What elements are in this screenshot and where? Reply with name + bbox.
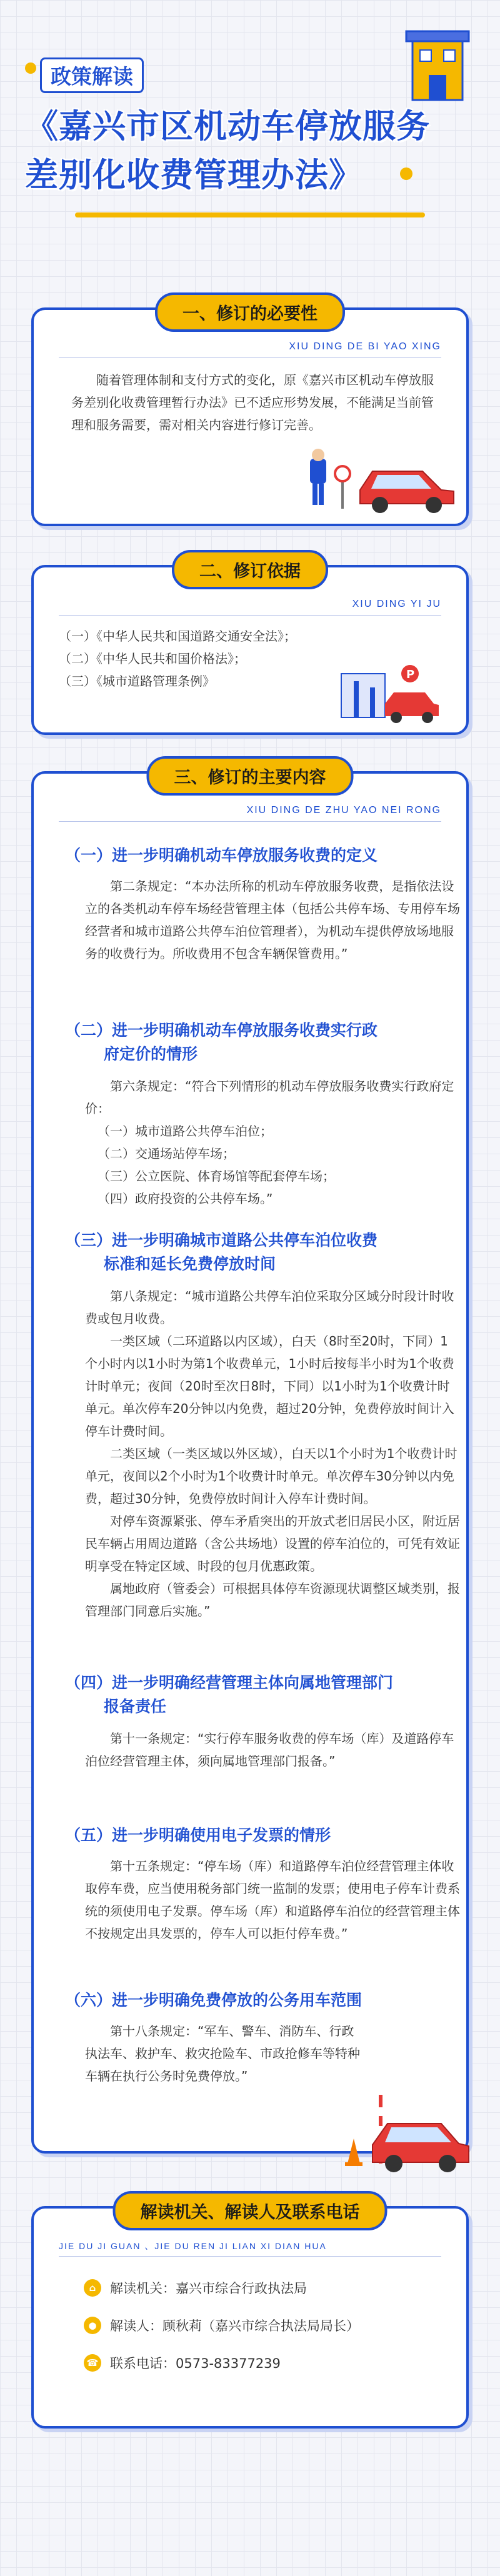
list-item: （三）公立医院、体育场馆等配套停车场；	[98, 1169, 335, 1184]
section-body-definition: 第二条规定：“本办法所称的机动车停放服务收费，是指依法设立的各类机动车停车场经营管理主体（包括公共停车场、专用停车场经营者和城市道路公共停车泊位管理者），为机动车提供停放场地服务的收费行为。所收费用不包含车辆保管费用。”	[85, 879, 460, 961]
car-traffic-illustration	[304, 446, 460, 515]
card-body: 随着管理体制和支付方式的变化，原《嘉兴市区机动车停放服务差别化收费管理暂行办法》已不适应形势发展，不能满足当前管理和服务需要，需对相关内容进行修订完善。	[71, 372, 434, 432]
header-underline	[75, 212, 425, 217]
person-icon: ●	[84, 2317, 101, 2334]
header-subtitle: 政策解读	[40, 57, 144, 93]
divider	[59, 357, 441, 358]
list-item: （四）政府投资的公共停车场。”	[98, 1191, 273, 1206]
section-body-free-parking: 第十八条规定：“军车、警车、消防车、行政执法车、救护车、救灾抢险车、市政抢修车等特种车辆在执行公务时免费停放。”	[85, 2024, 360, 2084]
list-item: （三）《城市道路管理条例》	[59, 674, 215, 689]
paragraph: 属地政府（管委会）可根据具体停车资源现状调整区域类别，报管理部门同意后实施。”	[85, 1581, 460, 1619]
red-car-cones-illustration	[335, 2070, 472, 2176]
section-body-pricing	[85, 1075, 460, 1210]
card-heading: 解读机关、解读人及联系电话	[113, 2191, 388, 2230]
card-heading: 三、修订的主要内容	[147, 756, 354, 796]
contact-phone	[84, 2354, 281, 2372]
card-pinyin: JIE DU JI GUAN 、JIE DU REN JI LIAN XI DIAN HUA	[59, 2241, 327, 2251]
section-body-e-invoice: 第十五条规定：“停车场（库）和道路停车泊位经营管理主体收取停车费，应当使用税务部门统一监制的发票；使用电子停车计费系统的须使用电子发票。停车场（库）和道路停车泊位的经营管理主体不按规定出具发票的，停车人可以拒付停车费。”	[85, 1859, 460, 1941]
parking-illustration	[335, 662, 441, 725]
building-illustration	[400, 25, 475, 106]
decor-dot	[400, 167, 412, 180]
card-pinyin: XIU DING DE BI YAO XING	[289, 341, 441, 352]
card-basis	[31, 562, 469, 735]
card-necessity	[31, 304, 469, 526]
svg-text:P: P	[406, 668, 415, 681]
card-heading: 二、修订依据	[172, 550, 328, 589]
paragraph: 二类区域（一类区域以外区域），白天以1个小时为1个收费计时单元，夜间以2个小时为1个收费计时单元。单次停车30分钟以内免费，超过30分钟，免费停放时间计入停车计费时间。	[85, 1446, 458, 1506]
section-title-e-invoice: （五）进一步明确使用电子发票的情形	[65, 1826, 331, 1844]
paragraph: 对停车资源紧张、停车矛盾突出的开放式老旧居民小区，附近居民车辆占用周边道路（含公共场地）设置的停车泊位的，可凭有效证明享受在特定区域、时段的包月优惠政策。	[85, 1514, 460, 1574]
contact-person-text: 解读人：顾秋莉（嘉兴市综合执法局局长）	[110, 2319, 359, 2334]
decor-dot	[25, 62, 36, 74]
section-title-line: （二）进一步明确机动车停放服务收费实行政	[65, 1021, 378, 1039]
list-item: （二）《中华人民共和国价格法》；	[59, 651, 246, 666]
section-title-free-parking: （六）进一步明确免费停放的公务用车范围	[65, 1991, 362, 2009]
card-pinyin: XIU DING YI JU	[352, 599, 441, 609]
list-item: （一）《中华人民共和国道路交通安全法》；	[59, 629, 296, 644]
section-title-definition: （一）进一步明确机动车停放服务收费的定义	[65, 846, 378, 864]
card-pinyin: XIU DING DE ZHU YAO NEI RONG	[246, 805, 441, 816]
divider	[59, 615, 441, 616]
contact-agency	[84, 2279, 307, 2297]
paragraph: 第八条规定：“城市道路公共停车泊位采取分区域分时段计时收费或包月收费。	[85, 1289, 454, 1326]
contact-agency-text: 解读机关：嘉兴市综合行政执法局	[110, 2281, 307, 2296]
card-contact	[31, 2203, 469, 2429]
paragraph: 一类区域（二环道路以内区域），白天（8时至20时，下同）1个小时内以1小时为第1个收费单元，1小时后按每半小时为1个收费计时单元；夜间（20时至次日8时，下同）以1小时为1个收费计时单元。单次停车20分钟以内免费，超过20分钟，免费停放时间计入停车计费时间。	[85, 1334, 454, 1439]
section-title-line: （三）进一步明确城市道路公共停车泊位收费	[65, 1231, 378, 1249]
section-body-reporting: 第十一条规定：“实行停车服务收费的停车场（库）及道路停车泊位经营管理主体，须向属地管理部门报备。”	[85, 1731, 454, 1769]
section-title-line: 标准和延长免费停放时间	[104, 1255, 276, 1273]
header-title-line2: 差别化收费管理办法》	[25, 156, 362, 194]
section-title-reporting	[65, 1671, 452, 1719]
divider	[59, 2256, 441, 2257]
card-heading: 一、修订的必要性	[155, 292, 345, 332]
divider	[59, 821, 441, 822]
list-item: （二）交通场站停车场；	[98, 1146, 235, 1161]
header-title-line1: 《嘉兴市区机动车停放服务	[25, 107, 430, 146]
section-title-line: （四）进一步明确经营管理主体向属地管理部门	[65, 1674, 394, 1692]
contact-phone-text: 联系电话：0573-83377239	[110, 2356, 281, 2371]
phone-icon: ☎	[84, 2354, 101, 2372]
section-title-line: 报备责任	[104, 1697, 167, 1715]
hero-header	[0, 0, 500, 225]
section-title-pricing	[65, 1019, 452, 1066]
section-body-road-parking	[85, 1285, 460, 1622]
contact-person	[84, 2316, 359, 2335]
list-item: （一）城市道路公共停车泊位；	[98, 1124, 272, 1139]
card-main-content	[31, 768, 469, 2154]
section-title-road-parking	[65, 1229, 452, 1276]
building-icon: ⌂	[84, 2279, 101, 2297]
section-title-line: 府定价的情形	[104, 1045, 198, 1063]
paragraph: 第六条规定：“符合下列情形的机动车停放服务收费实行政府定价：	[85, 1079, 454, 1116]
